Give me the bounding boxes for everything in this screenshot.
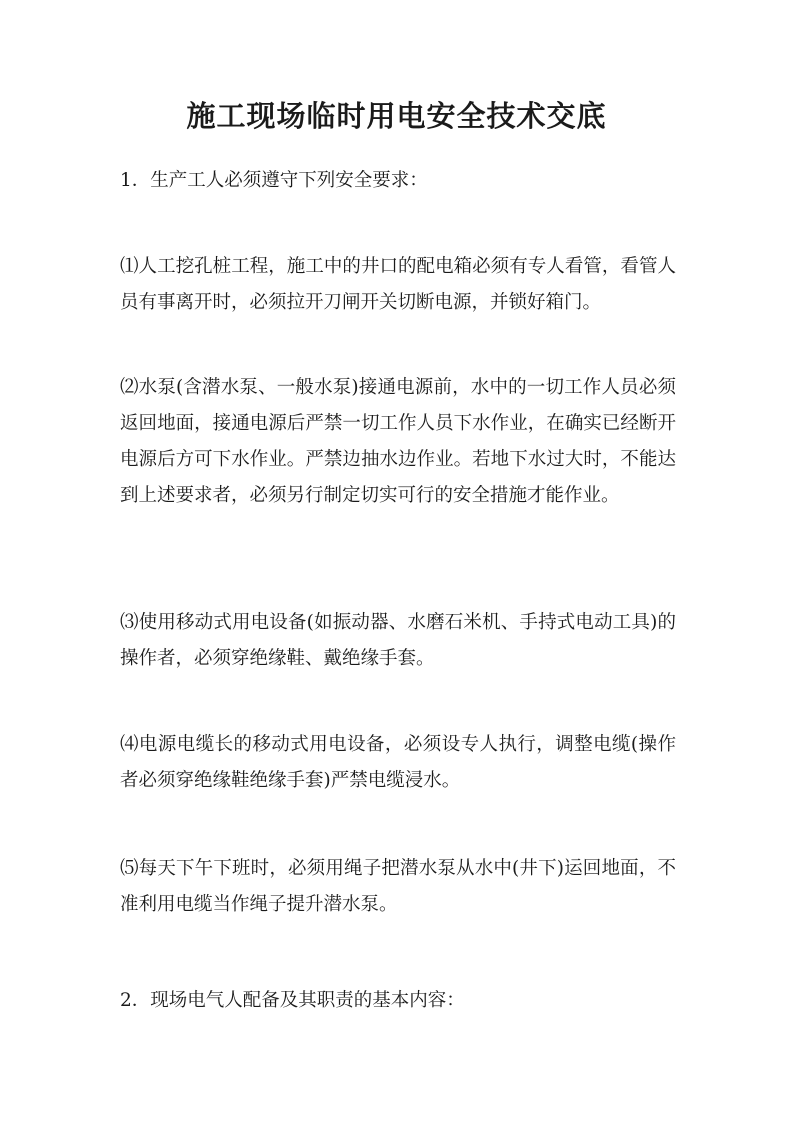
section-heading-1: 1．生产工人必须遵守下列安全要求： xyxy=(120,170,428,191)
paragraph-item-1: ⑴人工挖孔桩工程，施工中的井口的配电箱必须有专人看管，看管人员有事离开时，必须拉开刀闸开关切断电源，并锁好箱门。 xyxy=(120,256,676,313)
paragraph-item-3: ⑶使用移动式用电设备(如振动器、水磨石米机、手持式电动工具)的操作者，必须穿绝缘鞋、戴绝缘手套。 xyxy=(120,612,676,669)
paragraph-item-5: ⑸每天下午下班时，必须用绳子把潜水泵从水中(井下)运回地面，不准利用电缆当作绳子提升潜水泵。 xyxy=(120,858,676,915)
section-heading-2: 2．现场电气人配备及其职责的基本内容： xyxy=(120,990,465,1011)
paragraph-item-4: ⑷电源电缆长的移动式用电设备，必须设专人执行，调整电缆(操作者必须穿绝缘鞋绝缘手套)严禁电缆浸水。 xyxy=(120,734,676,791)
document-title: 施工现场临时用电安全技术交底 xyxy=(186,99,607,133)
paragraph-item-2: ⑵水泵(含潜水泵、一般水泵)接通电源前，水中的一切工作人员必须返回地面，接通电源后严禁一切工作人员下水作业，在确实已经断开电源后方可下水作业。严禁边抽水边作业。若地下水过大时，不能达到上述要求者，必须另行制定切实可行的安全措施才能作业。 xyxy=(120,377,676,506)
